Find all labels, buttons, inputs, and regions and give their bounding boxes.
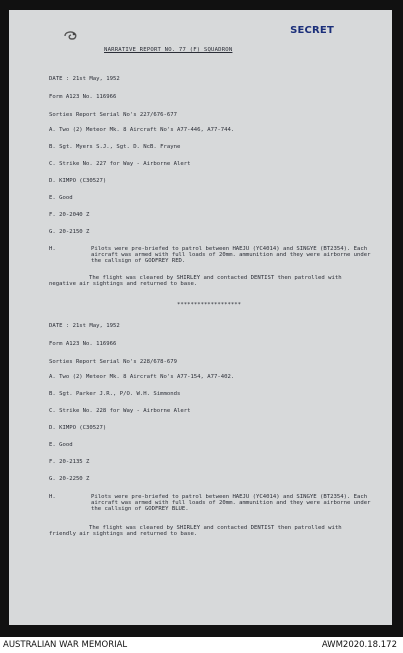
report-2-item-c: C. Strike No. 228 for Way - Airborne Alert <box>49 408 191 414</box>
report-2-item-d: D. KIMPO (C30527) <box>49 425 107 431</box>
report-1-item-h-label: H. <box>49 246 56 252</box>
report-1-sorties: Sorties Report Serial No's 227/676-677 <box>49 112 177 118</box>
report-2-flight-summary: The flight was cleared by SHIRLEY and contacted DENTIST then patrolled with friendly air sightings and returned to base. <box>49 525 342 538</box>
report-1-item-b: B. Sgt. Myers S.J., Sgt. D. NcB. Frayne <box>49 144 181 150</box>
report-2-sorties: Sorties Report Serial No's 228/678-679 <box>49 359 177 365</box>
footer-accession-number: AWM2020.18.172 <box>321 640 397 650</box>
report-1-date: DATE : 21st May, 1952 <box>49 76 120 82</box>
paperclip-icon <box>62 28 80 44</box>
footer-bar <box>0 637 403 653</box>
report-1-item-h-text: Pilots were pre-briefed to patrol between HAEJU (YC4014) and SINGYE (BT2354). Each aircraft was armed with full loads of 20mm. ammunition and they were airborne under the callsign of GODFREY RED. <box>91 246 371 265</box>
report-2-item-g: G. 20-2250 Z <box>49 476 90 482</box>
document-page <box>9 10 392 625</box>
report-1-item-e: E. Good <box>49 195 73 201</box>
report-2-item-a: A. Two (2) Meteor Mk. 8 Aircraft No's A77-154, A77-402. <box>49 374 235 380</box>
report-title: NARRATIVE REPORT NO. 77 (F) SQUADRON <box>104 47 233 53</box>
separator: ******************* <box>177 302 241 308</box>
report-2-item-h-text: Pilots were pre-briefed to patrol between HAEJU (YC4014) and SINGYE (BT2354). Each aircraft was armed with full loads of 20mm. ammunition and they were airborne under the callsign of GODFREY BLUE. <box>91 494 371 513</box>
report-1-item-a: A. Two (2) Meteor Mk. 8 Aircraft No's A77-446, A77-744. <box>49 127 235 133</box>
report-1-flight-summary: The flight was cleared by SHIRLEY and contacted DENTIST then patrolled with negative air sightings and returned to base. <box>49 275 342 288</box>
report-1-item-c: C. Strike No. 227 for Way - Airborne Alert <box>49 161 191 167</box>
report-2-item-f: F. 20-2135 Z <box>49 459 90 465</box>
footer-credit: AUSTRALIAN WAR MEMORIAL <box>3 640 128 650</box>
report-2-item-b: B. Sgt. Parker J.R., P/O. W.H. Simmonds <box>49 391 181 397</box>
report-2-item-h-label: H. <box>49 494 56 500</box>
report-1-item-f: F. 20-2040 Z <box>49 212 90 218</box>
report-2-item-e: E. Good <box>49 442 73 448</box>
report-2-date: DATE : 21st May, 1952 <box>49 323 120 329</box>
report-1-item-d: D. KIMPO (C30527) <box>49 178 107 184</box>
report-1-item-g: G. 20-2150 Z <box>49 229 90 235</box>
report-2-form: Form A123 No. 116966 <box>49 341 117 347</box>
secret-stamp: SECRET <box>290 25 334 36</box>
report-1-form: Form A123 No. 116966 <box>49 94 117 100</box>
